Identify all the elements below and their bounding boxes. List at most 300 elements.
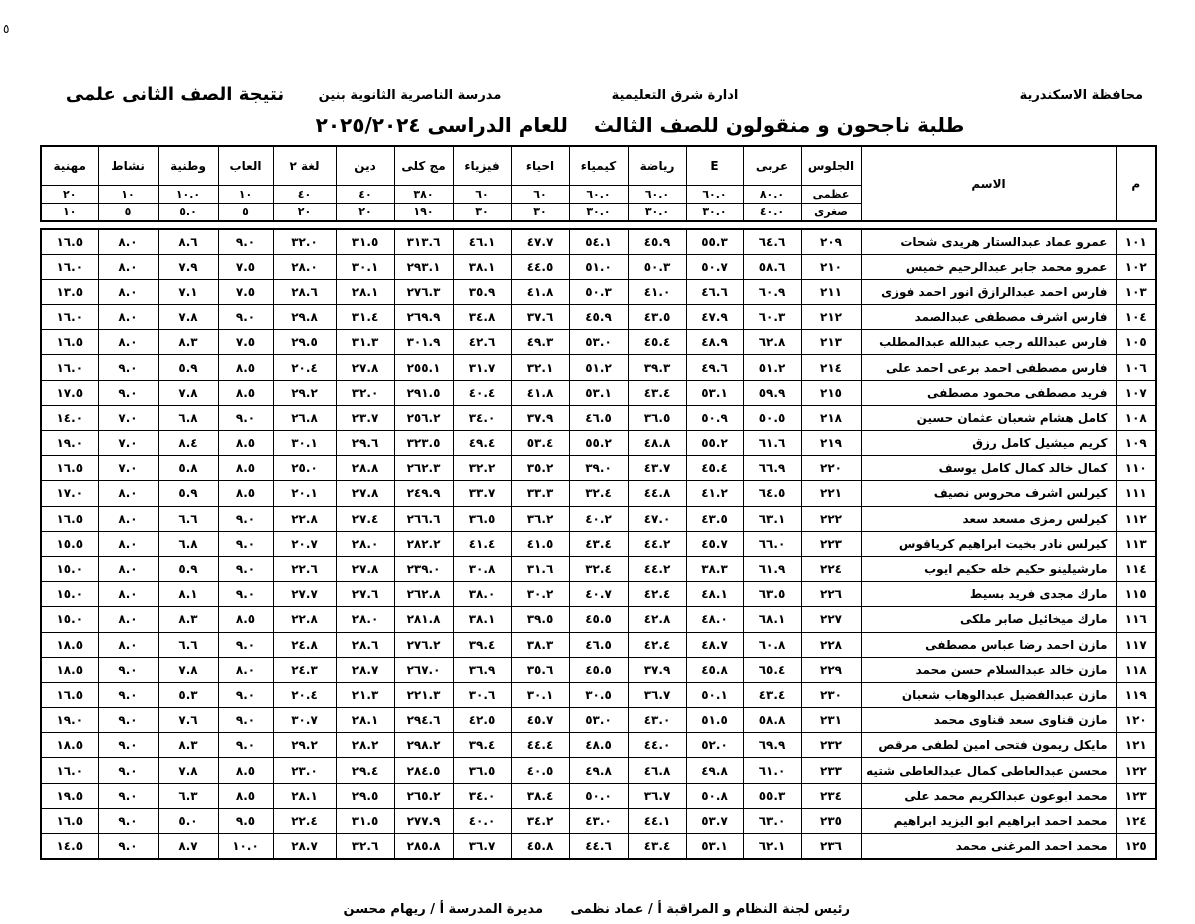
cell-religion: ٣٠.١ [336, 254, 394, 279]
cell-second-language: ٢٣.٠ [273, 758, 336, 783]
cell-activity: ٨.٠ [98, 481, 158, 506]
max-score-label: عظمى [801, 185, 861, 203]
cell-index: ١٠١ [1116, 229, 1156, 254]
cell-math: ٣٦.٥ [628, 405, 686, 430]
cell-second-language: ٢٥.٠ [273, 456, 336, 481]
cell-arabic: ٦٣.٥ [743, 582, 801, 607]
cell-vocational: ١٥.٠ [41, 582, 98, 607]
cell-civics: ٥.٨ [158, 456, 218, 481]
cell-religion: ٢٩.٥ [336, 783, 394, 808]
cell-chemistry: ٥١.٢ [569, 355, 628, 380]
cell-physics: ٣٣.٧ [453, 481, 511, 506]
cell-activity: ٨.٠ [98, 531, 158, 556]
cell-total: ٢٢١.٣ [394, 682, 453, 707]
cell-second-language: ٢٨.١ [273, 783, 336, 808]
max-score-total: ٣٨٠ [394, 185, 453, 203]
cell-sports: ٩.٠ [218, 305, 273, 330]
cell-english: ٥٠.١ [686, 682, 743, 707]
cell-civics: ٥.٩ [158, 355, 218, 380]
cell-seat: ٢٢٨ [801, 632, 861, 657]
student-row [41, 682, 1156, 707]
cell-vocational: ١٧.٥ [41, 380, 98, 405]
cell-sports: ٨.٥ [218, 783, 273, 808]
cell-arabic: ٦١.٠ [743, 758, 801, 783]
cell-biology: ٣٧.٩ [511, 405, 569, 430]
cell-index: ١١٦ [1116, 607, 1156, 632]
cell-arabic: ٦٥.٤ [743, 657, 801, 682]
cell-total: ٢٩٨.٢ [394, 733, 453, 758]
cell-religion: ٢٧.٨ [336, 556, 394, 581]
cell-civics: ٧.١ [158, 279, 218, 304]
cell-vocational: ١٩.٠ [41, 708, 98, 733]
cell-civics: ٥.٩ [158, 556, 218, 581]
cell-second-language: ٢٨.٠ [273, 254, 336, 279]
min-score-vocational: ١٠ [41, 203, 98, 221]
cell-second-language: ٢٤.٨ [273, 632, 336, 657]
cell-religion: ٣١.٥ [336, 808, 394, 833]
cell-biology: ٤٩.٣ [511, 330, 569, 355]
cell-seat: ٢١٩ [801, 431, 861, 456]
max-score-sports: ١٠ [218, 185, 273, 203]
student-row [41, 783, 1156, 808]
cell-vocational: ١٩.٥ [41, 783, 98, 808]
cell-english: ٤٨.١ [686, 582, 743, 607]
student-name: مارك مجدى فريد بسيط [861, 582, 1116, 607]
student-row [41, 279, 1156, 304]
cell-religion: ٢٨.٧ [336, 657, 394, 682]
cell-english: ٤٩.٨ [686, 758, 743, 783]
cell-vocational: ١٦.٥ [41, 330, 98, 355]
column-header-name: الاسم [861, 146, 1116, 221]
max-score-arabic: ٨٠.٠ [743, 185, 801, 203]
cell-physics: ٤٩.٤ [453, 431, 511, 456]
cell-seat: ٢١٠ [801, 254, 861, 279]
cell-activity: ٧.٠ [98, 456, 158, 481]
min-score-arabic: ٤٠.٠ [743, 203, 801, 221]
cell-seat: ٢٣٢ [801, 733, 861, 758]
cell-sports: ٩.٠ [218, 556, 273, 581]
cell-physics: ٣٩.٤ [453, 733, 511, 758]
cell-vocational: ١٦.٥ [41, 506, 98, 531]
cell-seat: ٢١٣ [801, 330, 861, 355]
cell-religion: ٢٨.٨ [336, 456, 394, 481]
student-name: كامل هشام شعبان عثمان حسين [861, 405, 1116, 430]
academic-year-from: ٢٠٢٤ [371, 113, 421, 137]
max-score-biology: ٦٠ [511, 185, 569, 203]
cell-physics: ٣٠.٨ [453, 556, 511, 581]
cell-total: ٢٧٦.٢ [394, 632, 453, 657]
cell-english: ٥٥.٣ [686, 229, 743, 254]
page-number: ٥ [3, 22, 10, 36]
cell-index: ١١٥ [1116, 582, 1156, 607]
cell-biology: ٣٤.٢ [511, 808, 569, 833]
cell-arabic: ٦٠.٨ [743, 632, 801, 657]
cell-arabic: ٦٩.٩ [743, 733, 801, 758]
cell-civics: ٨.٦ [158, 229, 218, 254]
student-row [41, 506, 1156, 531]
cell-sports: ٨.٥ [218, 481, 273, 506]
cell-activity: ٨.٠ [98, 254, 158, 279]
cell-biology: ٤١.٥ [511, 531, 569, 556]
cell-religion: ٢١.٣ [336, 682, 394, 707]
cell-seat: ٢٣١ [801, 708, 861, 733]
cell-index: ١٢٠ [1116, 708, 1156, 733]
cell-arabic: ٦٠.٣ [743, 305, 801, 330]
min-score-english: ٣٠.٠ [686, 203, 743, 221]
cell-second-language: ٢٨.٦ [273, 279, 336, 304]
cell-total: ٢٦٦.٦ [394, 506, 453, 531]
cell-religion: ٣٢.٦ [336, 834, 394, 859]
cell-english: ٥٣.٧ [686, 808, 743, 833]
cell-biology: ٣١.٦ [511, 556, 569, 581]
cell-activity: ٨.٠ [98, 279, 158, 304]
student-name: كريم ميشيل كامل رزق [861, 431, 1116, 456]
cell-sports: ٩.٠ [218, 582, 273, 607]
cell-math: ٤٣.٧ [628, 456, 686, 481]
cell-activity: ٨.٠ [98, 229, 158, 254]
cell-seat: ٢٢٠ [801, 456, 861, 481]
cell-seat: ٢١٢ [801, 305, 861, 330]
cell-civics: ٦.٦ [158, 632, 218, 657]
student-name: مازن خالد عبدالسلام حسن محمد [861, 657, 1116, 682]
cell-arabic: ٥٠.٥ [743, 405, 801, 430]
cell-biology: ٣٣.٣ [511, 481, 569, 506]
cell-english: ٥٣.١ [686, 834, 743, 859]
cell-english: ٤٥.٨ [686, 657, 743, 682]
student-name: عمرو محمد جابر عبدالرحيم خميس [861, 254, 1116, 279]
cell-physics: ٣٦.٥ [453, 758, 511, 783]
cell-total: ٢٣٩.٠ [394, 556, 453, 581]
cell-civics: ٨.٣ [158, 330, 218, 355]
cell-second-language: ٣٠.٧ [273, 708, 336, 733]
cell-chemistry: ٥١.٠ [569, 254, 628, 279]
cell-total: ٢٦٧.٠ [394, 657, 453, 682]
cell-total: ٢٨١.٨ [394, 607, 453, 632]
cell-chemistry: ٤٠.٧ [569, 582, 628, 607]
cell-math: ٥٠.٣ [628, 254, 686, 279]
cell-biology: ٤٧.٧ [511, 229, 569, 254]
cell-civics: ٨.٣ [158, 733, 218, 758]
cell-sports: ٩.٠ [218, 405, 273, 430]
principal-signature: مديرة المدرسة أ / ريهام محسن [343, 902, 543, 917]
cell-chemistry: ٤٥.٩ [569, 305, 628, 330]
cell-physics: ٣٤.٨ [453, 305, 511, 330]
cell-activity: ٩.٠ [98, 708, 158, 733]
cell-seat: ٢٢٩ [801, 657, 861, 682]
cell-biology: ٤٥.٧ [511, 708, 569, 733]
column-header-index: م [1116, 146, 1156, 221]
school-label: مدرسة الناصرية الثانوية بنين [318, 88, 502, 103]
cell-sports: ٩.٠ [218, 229, 273, 254]
cell-arabic: ٦٤.٥ [743, 481, 801, 506]
student-name: مازن عبدالفضيل عبدالوهاب شعبان [861, 682, 1116, 707]
cell-arabic: ٦٣.١ [743, 506, 801, 531]
cell-religion: ٢٧.٨ [336, 355, 394, 380]
cell-english: ٣٨.٣ [686, 556, 743, 581]
cell-total: ٣٠١.٩ [394, 330, 453, 355]
cell-religion: ٢٨.٠ [336, 607, 394, 632]
column-header-second-language: لغة ٢ [273, 146, 336, 185]
cell-math: ٤٦.٨ [628, 758, 686, 783]
cell-chemistry: ٥٣.٠ [569, 330, 628, 355]
student-name: كمال خالد كمال كامل يوسف [861, 456, 1116, 481]
cell-vocational: ١٦.٥ [41, 456, 98, 481]
header-row-subjects [41, 146, 1156, 185]
cell-sports: ٩.٠ [218, 682, 273, 707]
cell-civics: ٧.٦ [158, 708, 218, 733]
student-row [41, 531, 1156, 556]
student-row [41, 254, 1156, 279]
cell-biology: ٤٠.٥ [511, 758, 569, 783]
cell-math: ٤٨.٨ [628, 431, 686, 456]
cell-seat: ٢٣٦ [801, 834, 861, 859]
cell-civics: ٨.٣ [158, 607, 218, 632]
cell-biology: ٤١.٨ [511, 380, 569, 405]
cell-activity: ٩.٠ [98, 783, 158, 808]
cell-biology: ٣٧.٦ [511, 305, 569, 330]
cell-second-language: ٢٢.٤ [273, 808, 336, 833]
cell-vocational: ١٦.٥ [41, 808, 98, 833]
cell-index: ١٠٣ [1116, 279, 1156, 304]
cell-arabic: ٦٦.٠ [743, 531, 801, 556]
cell-total: ٢٦٥.٢ [394, 783, 453, 808]
cell-physics: ٣٤.٠ [453, 405, 511, 430]
cell-index: ١٠٤ [1116, 305, 1156, 330]
cell-biology: ٣٠.١ [511, 682, 569, 707]
cell-english: ٥٢.٠ [686, 733, 743, 758]
student-name: فارس مصطفى احمد برعى احمد على [861, 355, 1116, 380]
cell-biology: ٤١.٨ [511, 279, 569, 304]
student-row [41, 556, 1156, 581]
cell-activity: ٨.٠ [98, 506, 158, 531]
cell-sports: ٩.٠ [218, 632, 273, 657]
student-row [41, 708, 1156, 733]
cell-vocational: ١٦.٠ [41, 355, 98, 380]
student-name: كيرلس نادر بخيت ابراهيم كرياقوس [861, 531, 1116, 556]
cell-total: ٢٨٥.٨ [394, 834, 453, 859]
min-score-civics: ٥.٠ [158, 203, 218, 221]
cell-physics: ٤٦.١ [453, 229, 511, 254]
cell-index: ١١٨ [1116, 657, 1156, 682]
cell-physics: ٤٠.٠ [453, 808, 511, 833]
cell-biology: ٣٥.٦ [511, 657, 569, 682]
student-name: فارس اشرف مصطفى عبدالصمد [861, 305, 1116, 330]
cell-physics: ٤٢.٥ [453, 708, 511, 733]
administration-label: ادارة شرق التعليمية [611, 88, 739, 103]
cell-math: ٣٦.٧ [628, 783, 686, 808]
cell-activity: ٨.٠ [98, 607, 158, 632]
academic-year-label: للعام الدراسى [427, 113, 568, 137]
cell-chemistry: ٤٥.٥ [569, 607, 628, 632]
student-row [41, 481, 1156, 506]
cell-english: ٤٨.٩ [686, 330, 743, 355]
cell-biology: ٤٤.٥ [511, 254, 569, 279]
cell-index: ١١١ [1116, 481, 1156, 506]
cell-physics: ٣٩.٤ [453, 632, 511, 657]
cell-civics: ٧.٩ [158, 254, 218, 279]
cell-activity: ٩.٠ [98, 657, 158, 682]
cell-second-language: ٢٢.٨ [273, 607, 336, 632]
cell-second-language: ٣٢.٠ [273, 229, 336, 254]
cell-chemistry: ٤٤.٦ [569, 834, 628, 859]
cell-math: ٤٤.١ [628, 808, 686, 833]
column-header-religion: دين [336, 146, 394, 185]
column-header-vocational: مهنية [41, 146, 98, 185]
cell-second-language: ٢٤.٣ [273, 657, 336, 682]
cell-activity: ٩.٠ [98, 355, 158, 380]
cell-religion: ٣٢.٠ [336, 380, 394, 405]
cell-arabic: ٥٨.٦ [743, 254, 801, 279]
student-row [41, 431, 1156, 456]
cell-seat: ٢٢٣ [801, 531, 861, 556]
cell-english: ٤٥.٤ [686, 456, 743, 481]
column-header-activity: نشاط [98, 146, 158, 185]
cell-english: ٤٧.٩ [686, 305, 743, 330]
cell-religion: ٢٨.٠ [336, 531, 394, 556]
governorate-label: محافظة الاسكندرية [1019, 88, 1143, 103]
cell-sports: ٨.٥ [218, 758, 273, 783]
cell-civics: ٧.٨ [158, 305, 218, 330]
min-score-activity: ٥ [98, 203, 158, 221]
cell-math: ٤٤.٠ [628, 733, 686, 758]
cell-total: ٢٨٢.٢ [394, 531, 453, 556]
cell-biology: ٣٥.٢ [511, 456, 569, 481]
cell-activity: ٨.٠ [98, 330, 158, 355]
student-row [41, 305, 1156, 330]
cell-civics: ٥.٠ [158, 808, 218, 833]
cell-arabic: ٦٨.١ [743, 607, 801, 632]
cell-math: ٤٤.٢ [628, 556, 686, 581]
cell-vocational: ١٩.٠ [41, 431, 98, 456]
cell-index: ١٢٣ [1116, 783, 1156, 808]
cell-biology: ٣٨.٣ [511, 632, 569, 657]
cell-vocational: ١٤.٥ [41, 834, 98, 859]
cell-index: ١٠٥ [1116, 330, 1156, 355]
cell-arabic: ٦٠.٩ [743, 279, 801, 304]
min-score-sports: ٥ [218, 203, 273, 221]
cell-arabic: ٦١.٩ [743, 556, 801, 581]
report-title [260, 113, 1020, 137]
cell-second-language: ٢٢.٨ [273, 506, 336, 531]
cell-math: ٤٢.٤ [628, 632, 686, 657]
student-row [41, 733, 1156, 758]
cell-second-language: ٢٧.٧ [273, 582, 336, 607]
cell-chemistry: ٥٠.٣ [569, 279, 628, 304]
results-table [40, 228, 1157, 860]
cell-seat: ٢١٨ [801, 405, 861, 430]
min-score-biology: ٣٠ [511, 203, 569, 221]
cell-english: ٥٣.١ [686, 380, 743, 405]
cell-index: ١١٧ [1116, 632, 1156, 657]
cell-second-language: ٢٠.٧ [273, 531, 336, 556]
student-name: كيرلس رمزى مسعد سعد [861, 506, 1116, 531]
cell-index: ١٠٨ [1116, 405, 1156, 430]
cell-index: ١١٤ [1116, 556, 1156, 581]
cell-civics: ٦.٣ [158, 783, 218, 808]
cell-chemistry: ٤٩.٨ [569, 758, 628, 783]
student-row [41, 607, 1156, 632]
cell-second-language: ٢٢.٦ [273, 556, 336, 581]
student-name: محمد احمد المرغنى محمد [861, 834, 1116, 859]
cell-index: ١١٩ [1116, 682, 1156, 707]
cell-physics: ٣٨.١ [453, 254, 511, 279]
cell-second-language: ٢٩.٢ [273, 380, 336, 405]
cell-total: ٢٦٢.٨ [394, 582, 453, 607]
cell-english: ٥٠.٧ [686, 254, 743, 279]
cell-total: ٢٨٤.٥ [394, 758, 453, 783]
max-score-second-language: ٤٠ [273, 185, 336, 203]
cell-religion: ٢٨.١ [336, 279, 394, 304]
cell-arabic: ٦٣.٠ [743, 808, 801, 833]
cell-math: ٣٦.٧ [628, 682, 686, 707]
cell-physics: ٤١.٤ [453, 531, 511, 556]
cell-chemistry: ٤٥.٥ [569, 657, 628, 682]
cell-vocational: ١٦.٥ [41, 682, 98, 707]
cell-seat: ٢٣٠ [801, 682, 861, 707]
max-score-chemistry: ٦٠.٠ [569, 185, 628, 203]
student-name: مازن احمد رضا عباس مصطفى [861, 632, 1116, 657]
cell-vocational: ١٦.٠ [41, 254, 98, 279]
cell-sports: ٩.٠ [218, 708, 273, 733]
cell-chemistry: ٤٠.٢ [569, 506, 628, 531]
column-header-english: E [686, 146, 743, 185]
cell-civics: ٦.٨ [158, 531, 218, 556]
cell-seat: ٢٢٢ [801, 506, 861, 531]
cell-second-language: ٢٦.٨ [273, 405, 336, 430]
cell-sports: ٧.٥ [218, 279, 273, 304]
cell-index: ١١٢ [1116, 506, 1156, 531]
cell-activity: ٧.٠ [98, 405, 158, 430]
cell-civics: ٦.٨ [158, 405, 218, 430]
cell-total: ٢٥٥.١ [394, 355, 453, 380]
cell-physics: ٣١.٧ [453, 355, 511, 380]
cell-math: ٤٣.٥ [628, 305, 686, 330]
cell-total: ٢٥٦.٢ [394, 405, 453, 430]
cell-biology: ٣٩.٥ [511, 607, 569, 632]
cell-index: ١٢١ [1116, 733, 1156, 758]
student-name: مارشيلينو حكيم خله حكيم ايوب [861, 556, 1116, 581]
cell-religion: ٣١.٣ [336, 330, 394, 355]
cell-vocational: ١٦.٠ [41, 758, 98, 783]
cell-seat: ٢٢١ [801, 481, 861, 506]
cell-second-language: ٢٠.٤ [273, 355, 336, 380]
academic-year-separator: / [364, 113, 372, 137]
cell-sports: ٧.٥ [218, 330, 273, 355]
student-row [41, 405, 1156, 430]
student-row [41, 330, 1156, 355]
min-score-religion: ٢٠ [336, 203, 394, 221]
cell-arabic: ٥٥.٣ [743, 783, 801, 808]
column-header-civics: وطنية [158, 146, 218, 185]
cell-math: ٤٣.٠ [628, 708, 686, 733]
student-row [41, 380, 1156, 405]
cell-index: ١٢٢ [1116, 758, 1156, 783]
cell-english: ٥٠.٨ [686, 783, 743, 808]
cell-arabic: ٥١.٢ [743, 355, 801, 380]
min-score-second-language: ٢٠ [273, 203, 336, 221]
student-row [41, 632, 1156, 657]
cell-arabic: ٦٢.٨ [743, 330, 801, 355]
cell-index: ١٠٦ [1116, 355, 1156, 380]
cell-sports: ٧.٥ [218, 254, 273, 279]
column-header-total: مج كلى [394, 146, 453, 185]
cell-sports: ٨.٥ [218, 380, 273, 405]
cell-physics: ٣٨.١ [453, 607, 511, 632]
cell-religion: ٢٩.٤ [336, 758, 394, 783]
cell-total: ٣٢٣.٥ [394, 431, 453, 456]
cell-total: ٢٧٧.٩ [394, 808, 453, 833]
cell-seat: ٢٠٩ [801, 229, 861, 254]
